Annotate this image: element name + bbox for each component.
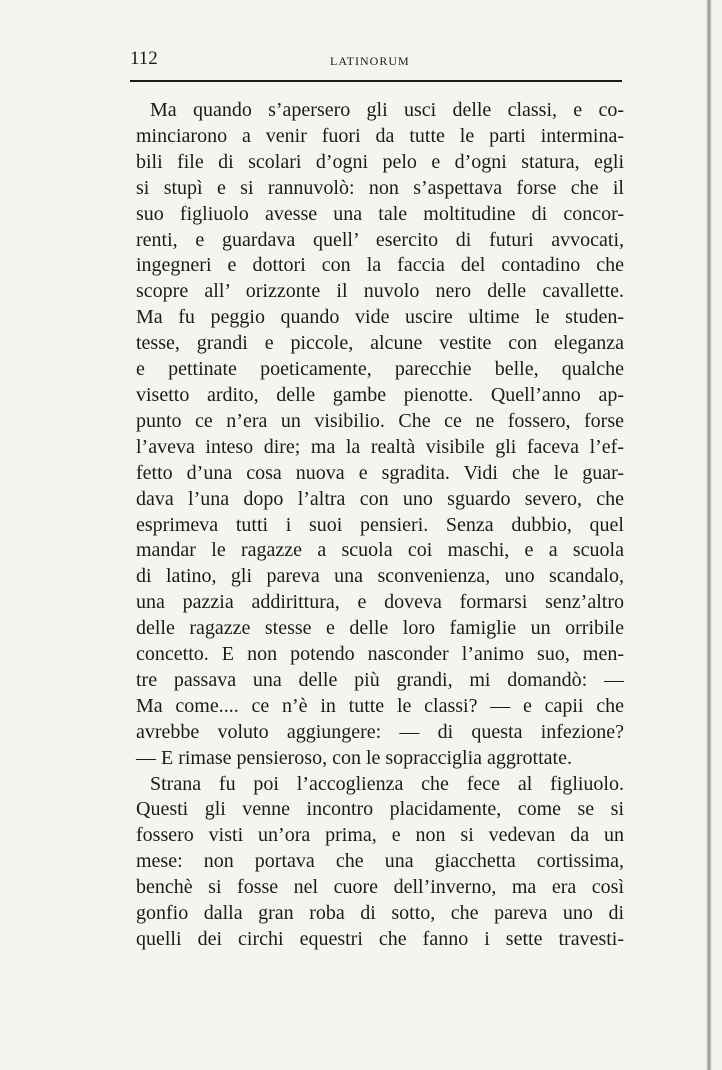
text-line: — E rimase pensieroso, con le sopracciglia aggrottate.	[136, 746, 572, 769]
page-edge-shadow	[706, 0, 712, 1070]
text-line: Ma come.... ce n’è in tutte le classi? — e capii che	[136, 694, 624, 717]
text-line: fossero visti un’ora prima, e non si vedevan da un	[136, 824, 624, 847]
page-header	[130, 44, 620, 72]
text-line: tesse, grandi e piccole, alcune vestite con eleganza	[136, 332, 624, 355]
text-line: una pazzia addirittura, e doveva formarsi senz’altro	[136, 591, 624, 614]
body-text	[136, 98, 624, 953]
text-line: e pettinate poeticamente, parecchie belle, qualche	[136, 358, 624, 381]
text-line: di latino, gli pareva una sconvenienza, uno scandalo,	[136, 565, 624, 588]
text-line: renti, e guardava quell’ esercito di futuri avvocati,	[136, 228, 624, 251]
text-line: benchè si fosse nel cuore dell’inverno, ma era così	[136, 876, 624, 899]
header-rule	[130, 80, 622, 82]
page-number: 112	[130, 48, 158, 69]
text-line: ingegneri e dottori con la faccia del contadino che	[136, 254, 624, 277]
text-line: si stupì e si rannuvolò: non s’aspettava forse che il	[136, 176, 624, 199]
text-line: delle ragazze stesse e delle loro famiglie un orribile	[136, 617, 624, 640]
text-line: Strana fu poi l’accoglienza che fece al figliuolo.	[150, 772, 624, 795]
text-line: avrebbe voluto aggiungere: — di questa infezione?	[136, 720, 624, 743]
running-title: LATINORUM	[330, 54, 410, 68]
text-line: concetto. E non potendo nasconder l’animo suo, men-	[136, 643, 624, 666]
text-line: scopre all’ orizzonte il nuvolo nero delle cavallette.	[136, 280, 624, 303]
text-line: visetto ardito, delle gambe pienotte. Quell’anno ap-	[136, 383, 624, 406]
text-line: quelli dei circhi equestri che fanno i sette travesti-	[136, 928, 624, 950]
text-line: mese: non portava che una giacchetta cortissima,	[136, 850, 624, 873]
text-line: fetto d’una cosa nuova e sgradita. Vidi che le guar-	[136, 461, 624, 484]
text-line: minciarono a venir fuori da tutte le parti intermina-	[136, 124, 624, 147]
text-line: esprimeva tutti i suoi pensieri. Senza dubbio, quel	[136, 513, 624, 536]
text-line: tre passava una delle più grandi, mi domandò: —	[136, 668, 624, 691]
text-line: bili file di scolari d’ogni pelo e d’ogni statura, egli	[136, 150, 624, 173]
text-line: Ma fu peggio quando vide uscire ultime le studen-	[136, 306, 624, 329]
text-line: gonfio dalla gran roba di sotto, che pareva uno di	[136, 902, 624, 925]
text-line: suo figliuolo avesse una tale moltitudine di concor-	[136, 202, 624, 225]
text-line: punto ce n’era un visibilio. Che ce ne fossero, forse	[136, 409, 624, 432]
text-line: l’aveva inteso dire; ma la realtà visibile gli faceva l’ef-	[136, 435, 624, 458]
text-line: Ma quando s’apersero gli usci delle classi, e co-	[150, 99, 624, 121]
text-line: dava l’una dopo l’altra con uno sguardo severo, che	[136, 487, 624, 510]
text-line: Questi gli venne incontro placidamente, come se si	[136, 798, 624, 821]
text-line: mandar le ragazze a scuola coi maschi, e a scuola	[136, 539, 624, 562]
